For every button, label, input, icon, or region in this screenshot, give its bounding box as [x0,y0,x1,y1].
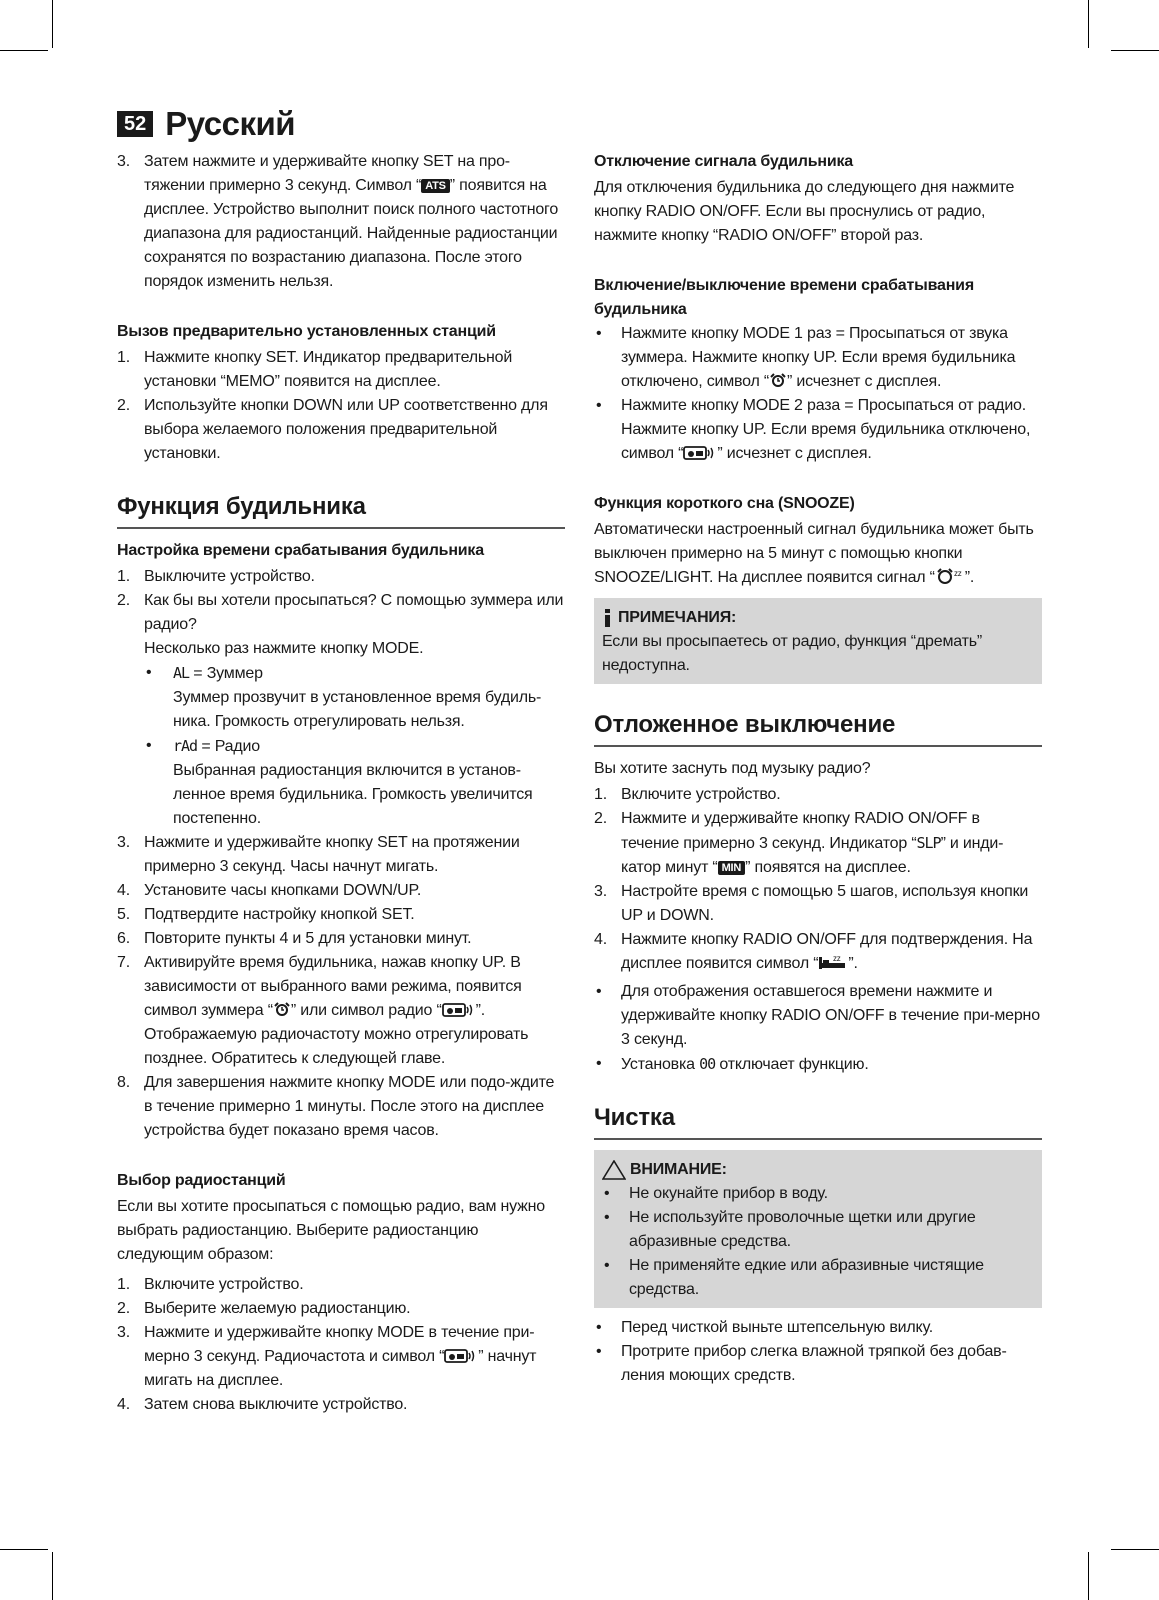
svg-text:zz: zz [833,954,841,963]
list-item: 3. Нажмите и удерживайте кнопку MODE в течение при-мерно 3 секунд. Радиочастота и символ “ ” начнут мигать на дисплее. [117,1324,537,1389]
language-title: Русский [165,105,296,142]
note-box [594,598,1042,684]
list-item: 3. Затем нажмите и удерживайте кнопку SET на про-тяжении примерно 3 секунд. Символ “ ATS ” появится на дисплее. Устройство выполнит поиск полного частотного диапазона для радиостанций. Найденные радиостанции сохранятся по возрастанию диапазона. После этого порядок изменить нельзя. [117,153,559,290]
page-number: 52 [117,111,153,137]
crop-mark [52,1552,53,1600]
list-item: 1. Выключите устройство. [117,568,315,585]
section-heading: Функция будильника [117,492,565,529]
list-item: 2. Используйте кнопки DOWN или UP соответственно для выбора желаемого положения предварительной установки. [117,397,548,462]
list-item: 4. Нажмите кнопку RADIO ON/OFF для подтверждения. На дисплее появится символ “ zz ”. [594,931,1033,972]
sleep-icon [818,953,848,971]
warning-title: ВНИМАНИЕ: [630,1161,727,1178]
list-item: • rAd = Радио Выбранная радиостанция включится в установ-ленное время будильника. Громкость увеличится постепенно. [146,737,533,827]
crop-mark [1111,1549,1159,1550]
paragraph: Вы хотите заснуть под музыку радио? [594,760,871,777]
list-item: • Установка 00 отключает функцию. [596,1055,869,1073]
lcd-al-indicator: AL [173,664,190,682]
paragraph: Если вы хотите просыпаться с помощью радио, вам нужно выбрать радиостанцию. Выберите радиостанцию следующим образом: [117,1198,545,1263]
section-title: Функция короткого сна (SNOOZE) [594,495,855,512]
radio-icon [683,445,717,461]
section-title: Настройка времени срабатывания будильника [117,542,484,559]
list-item: 2. Как бы вы хотели просыпаться? С помощью зуммера или радио? Несколько раз нажмите кнопку MODE. • AL = Зуммер Зуммер прозвучит в установленное время будиль-ника. Громкость отрегулировать нельзя. • rAd = Радио Выбранная радиостанция включится в установ-ленное время будильника. Громкость увеличится постепенно. [117,589,565,831]
svg-text:zz: zz [953,569,962,578]
list-item: 1. Включите устройство. [117,1276,304,1293]
list-item: • Не окунайте прибор в воду. [604,1185,828,1202]
list-item: 4. Установите часы кнопками DOWN/UP. [117,882,422,899]
note-title: ПРИМЕЧАНИЯ: [618,609,737,626]
lcd-slp-indicator: SLP [916,834,941,852]
right-column [594,150,1042,1388]
list-item: • Нажмите кнопку MODE 2 раза = Просыпаться от радио. Нажмите кнопку UP. Если время будильника отключено, символ “ ” исчезнет с дисплея. [596,397,1031,462]
list-item: 2. Выберите желаемую радиостанцию. [117,1300,411,1317]
section-title: Включение/выключение времени срабатывания будильника [594,277,974,318]
left-column [117,150,565,1417]
alarm-bell-icon [769,373,787,389]
list-item: • AL = Зуммер Зуммер прозвучит в установленное время будиль-ника. Громкость отрегулировать нельзя. [146,664,542,730]
crop-mark [0,50,48,51]
lcd-00-indicator: 00 [699,1055,716,1073]
lcd-rad-indicator: rAd [173,737,198,755]
radio-icon [444,1348,478,1364]
list-item: • Протрите прибор слегка влажной тряпкой без добав-ления моющих средств. [596,1343,1007,1384]
section-heading: Чистка [594,1103,1042,1140]
list-item: • Не используйте проволочные щетки или другие абразивные средства. [604,1209,976,1250]
note-text: Если вы просыпаетесь от радио, функция “дремать” недоступна. [602,633,982,674]
list-item: • Не применяйте едкие или абразивные чистящие средства. [604,1257,984,1298]
list-item: 4. Затем снова выключите устройство. [117,1396,408,1413]
min-badge: MIN [718,861,746,875]
snooze-icon [935,567,965,585]
warning-icon [602,1160,626,1180]
list-item: 8. Для завершения нажмите кнопку MODE или подо-ждите в течение примерно 1 минуты. После этого на дисплее устройства будет показано время часов. [117,1074,555,1139]
list-item: 3. Настройте время с помощью 5 шагов, используя кнопки UP и DOWN. [594,883,1029,924]
section-title: Вызов предварительно установленных станций [117,323,496,340]
ats-badge: ATS [421,179,450,193]
list-item: 6. Повторите пункты 4 и 5 для установки минут. [117,930,472,947]
list-item: 2. Нажмите и удерживайте кнопку RADIO ON/OFF в течение примерно 3 секунд. Индикатор “SLP” и инди-катор минут “ MIN ” появятся на дисплее. [594,810,1004,876]
warning-box [594,1150,1042,1308]
page-header [117,104,295,144]
list-item: • Нажмите кнопку MODE 1 раз = Просыпаться от звука зуммера. Нажмите кнопку UP. Если время будильника отключено, символ “ ” исчезнет с дисплея. [596,325,1016,390]
crop-mark [0,1549,48,1550]
alarm-bell-icon [273,1002,291,1018]
crop-mark [1088,1552,1089,1600]
list-item: • Перед чисткой выньте штепсельную вилку. [596,1319,933,1336]
list-item: • Для отображения оставшегося времени нажмите и удерживайте кнопку RADIO ON/OFF в течение при-мерно 3 секунд. [596,983,1040,1048]
section-heading: Отложенное выключение [594,710,1042,747]
list-item: 7. Активируйте время будильника, нажав кнопку UP. В зависимости от выбранного вами режима, появится символ зуммера “ ” или символ радио “ ”. Отображаемую радиочастоту можно отрегулировать позднее. Обратитесь к следующей главе. [117,954,529,1067]
crop-mark [1088,0,1089,48]
radio-icon [442,1002,476,1018]
crop-mark [1111,50,1159,51]
crop-mark [52,0,53,48]
list-item: 3. Нажмите и удерживайте кнопку SET на протяжении примерно 3 секунд. Часы начнут мигать. [117,834,520,875]
paragraph: Автоматически настроенный сигнал будильника может быть выключен примерно на 5 минут с помощью кнопки SNOOZE/LIGHT. На дисплее появится сигнал “ zz ”. [594,521,1034,586]
list-item: 5. Подтвердите настройку кнопкой SET. [117,906,415,923]
section-title: Отключение сигнала будильника [594,153,853,170]
section-title: Выбор радиостанций [117,1172,286,1189]
list-item: 1. Включите устройство. [594,786,781,803]
paragraph: Для отключения будильника до следующего дня нажмите кнопку RADIO ON/OFF. Если вы проснулись от радио, нажмите кнопку “RADIO ON/OFF” второй раз. [594,179,1015,244]
list-item: 1. Нажмите кнопку SET. Индикатор предварительной установки “MEMO” появится на дисплее. [117,349,513,390]
info-icon [602,609,612,627]
